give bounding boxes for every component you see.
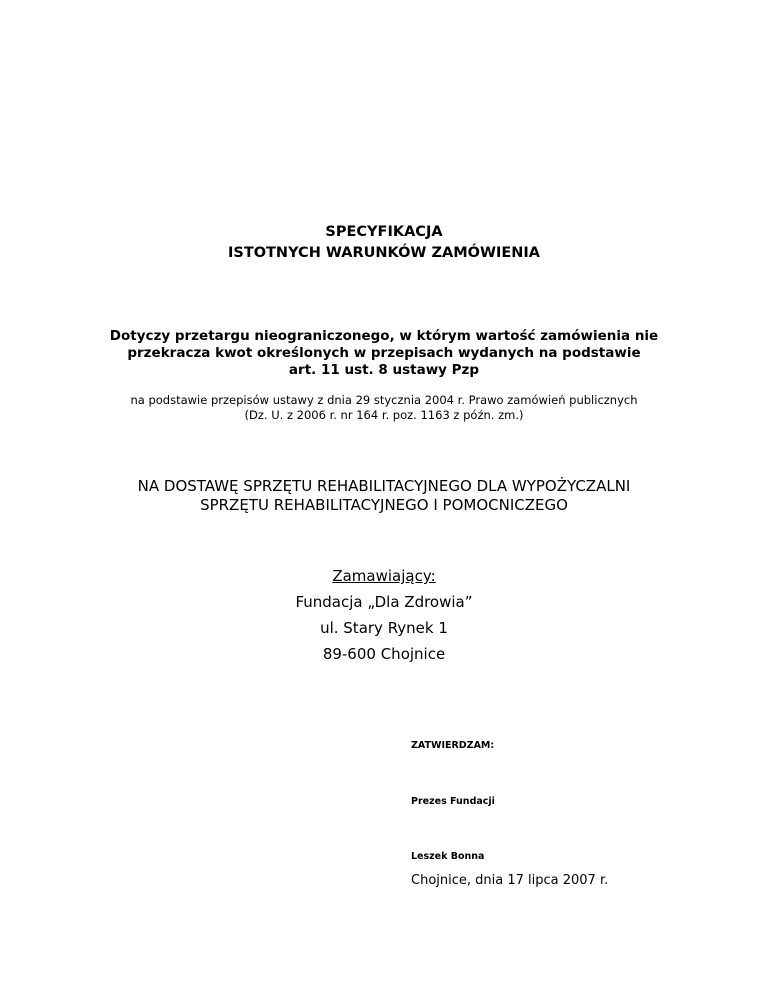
scope-line-2: przekracza kwot określonych w przepisach wydanych na podstawie xyxy=(127,345,641,361)
title-line-1: SPECYFIKACJA xyxy=(325,224,443,240)
procedure-scope xyxy=(0,328,768,379)
legal-basis-line-1: na podstawie przepisów ustawy z dnia 29 stycznia 2004 r. Prawo zamówień publicznych xyxy=(130,393,638,407)
legal-basis xyxy=(0,393,768,423)
subject-line-1: NA DOSTAWĘ SPRZĘTU REHABILITACYJNEGO DLA WYPOŻYCZALNI xyxy=(137,477,631,495)
buyer-name: Fundacja „Dla Zdrowia” xyxy=(295,593,473,611)
subject-line-2: SPRZĘTU REHABILITACYJNEGO I POMOCNICZEGO xyxy=(200,496,568,514)
contracting-authority xyxy=(0,563,768,667)
place-and-date: Chojnice, dnia 17 lipca 2007 r. xyxy=(411,873,609,888)
signatory-name: Leszek Bonna xyxy=(411,851,485,862)
document-title xyxy=(0,222,768,264)
scope-line-3: art. 11 ust. 8 ustawy Pzp xyxy=(288,362,480,378)
signatory-position: Prezes Fundacji xyxy=(411,796,495,807)
scope-line-1: Dotyczy przetargu nieograniczonego, w którym wartość zamówienia nie xyxy=(109,328,659,344)
title-line-2: ISTOTNYCH WARUNKÓW ZAMÓWIENIA xyxy=(227,245,541,261)
approve-label: ZATWIERDZAM: xyxy=(411,740,495,751)
contract-subject xyxy=(0,477,768,515)
buyer-city: 89-600 Chojnice xyxy=(322,645,446,663)
legal-basis-line-2: (Dz. U. z 2006 r. nr 164 r. poz. 1163 z późn. zm.) xyxy=(244,408,524,422)
buyer-street: ul. Stary Rynek 1 xyxy=(320,619,448,637)
buyer-label: Zamawiający: xyxy=(332,567,436,585)
